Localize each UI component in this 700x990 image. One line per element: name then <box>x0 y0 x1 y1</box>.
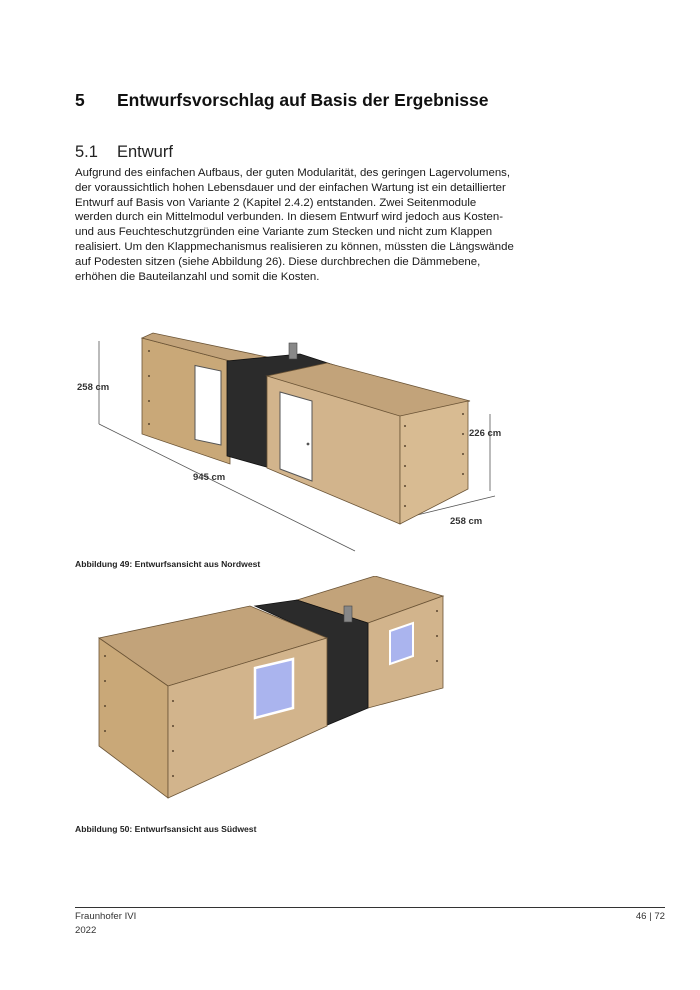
figure-caption-1: Abbildung 49: Entwurfsansicht aus Nordwest <box>75 559 261 569</box>
section-title: Entwurf <box>117 143 173 161</box>
section-number: 5.1 <box>75 143 98 161</box>
chapter-number: 5 <box>75 90 85 110</box>
dimension-label-height-right: 226 cm <box>469 428 502 439</box>
section-heading <box>75 143 173 162</box>
dimension-label-depth: 258 cm <box>450 516 483 527</box>
body-line: erhöhen die Bauteilanzahl und somit die Kosten. <box>75 270 320 283</box>
figure-suedwest-render <box>75 576 525 814</box>
figure-caption-2: Abbildung 50: Entwurfsansicht aus Südwest <box>75 824 257 834</box>
chapter-heading <box>75 90 489 111</box>
body-line: und aus Feuchteschutzgründen eine Variante zum Stecken und nicht zum Klappen <box>75 226 493 239</box>
dimension-label-height-left: 258 cm <box>77 382 110 393</box>
chapter-title: Entwurfsvorschlag auf Basis der Ergebnisse <box>117 90 489 110</box>
body-line: realisiert. Um den Klappmechanismus realisieren zu können, müssten die Längswände <box>75 240 514 253</box>
footer-organization: Fraunhofer IVI <box>75 911 137 922</box>
figure-nordwest-render <box>75 306 525 556</box>
footer-year: 2022 <box>75 925 97 936</box>
footer-page-number: 46 | 72 <box>635 911 665 922</box>
dimension-label-length: 945 cm <box>193 472 226 483</box>
footer-divider <box>75 907 665 908</box>
body-line: Aufgrund des einfachen Aufbaus, der guten Modularität, des geringen Lagervolumens, <box>75 167 511 179</box>
body-line: werden durch ein Mittelmodul verbunden. In diesem Entwurf wird jedoch aus Kosten- <box>75 211 504 224</box>
body-line: der voraussichtlich hohen Lebensdauer und der einfachen Wartung ist ein detaillierter <box>75 181 506 194</box>
body-paragraph <box>75 166 525 284</box>
body-line: Entwurf auf Basis von Variante 2 (Kapitel 2.4.2) entstanden. Zwei Seitenmodule <box>75 196 477 209</box>
body-line: auf Podesten sitzen (siehe Abbildung 26). Diese durchbrechen die Dämmebene, <box>75 255 481 268</box>
